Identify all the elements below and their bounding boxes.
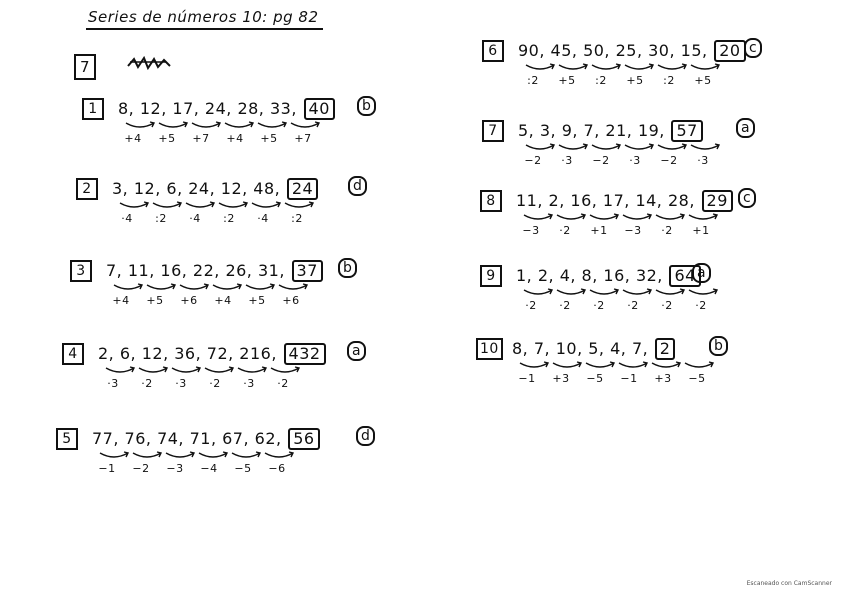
operation-label: ·4 <box>189 212 201 225</box>
step-arrow <box>557 214 585 219</box>
step-arrow <box>658 64 686 69</box>
operation-label: ·2 <box>141 377 153 390</box>
step-arrow <box>265 452 293 457</box>
step-arrows <box>124 120 344 130</box>
operation-label: :2 <box>155 212 167 225</box>
sequence-text: 11, 2, 16, 17, 14, 28, <box>516 191 701 210</box>
answer-letter: c <box>738 188 756 208</box>
step-arrow <box>133 452 161 457</box>
operation-label: +3 <box>654 372 672 385</box>
step-arrow <box>623 214 651 219</box>
operations-row <box>516 74 720 87</box>
step-arrow <box>656 214 684 219</box>
operation-label: −5 <box>234 462 252 475</box>
operations-row <box>116 132 320 145</box>
step-arrow <box>590 214 618 219</box>
answer-letter: d <box>348 176 367 196</box>
item-number-box: 2 <box>76 178 98 200</box>
answer-box: 29 <box>702 190 733 212</box>
step-arrows <box>518 360 738 370</box>
step-arrow <box>159 122 187 127</box>
step-arrow <box>656 289 684 294</box>
operation-label: −6 <box>268 462 286 475</box>
answer-box: 24 <box>287 178 318 200</box>
operation-label: −3 <box>522 224 540 237</box>
operation-label: ·2 <box>525 299 537 312</box>
operation-label: +5 <box>146 294 164 307</box>
answer-box: 20 <box>714 40 745 62</box>
step-arrow <box>658 144 686 149</box>
page-title: Series de números 10: pg 82 <box>86 8 323 30</box>
operation-label: :2 <box>223 212 235 225</box>
step-arrow <box>219 202 247 207</box>
step-arrow <box>625 64 653 69</box>
operation-label: +5 <box>158 132 176 145</box>
step-arrow <box>199 452 227 457</box>
sequence-text: 8, 12, 17, 24, 28, 33, <box>118 99 303 118</box>
operation-label: ·3 <box>243 377 255 390</box>
answer-box: 57 <box>671 120 702 142</box>
step-arrow <box>120 202 148 207</box>
operation-label: +4 <box>214 294 232 307</box>
section-number-box: 7 <box>74 54 96 80</box>
step-arrow <box>592 64 620 69</box>
operation-label: +6 <box>180 294 198 307</box>
operation-label: ·3 <box>561 154 573 167</box>
operation-label: −5 <box>586 372 604 385</box>
operation-label: ·4 <box>121 212 133 225</box>
operations-row <box>510 372 714 385</box>
step-arrow <box>691 144 719 149</box>
step-arrow <box>238 367 266 372</box>
operation-label: ·2 <box>593 299 605 312</box>
operations-row <box>90 462 294 475</box>
step-arrow <box>147 284 175 289</box>
operation-label: +1 <box>692 224 710 237</box>
operation-label: −3 <box>166 462 184 475</box>
step-arrows <box>524 142 744 152</box>
operation-label: :2 <box>527 74 539 87</box>
step-arrow <box>559 144 587 149</box>
answer-letter: d <box>356 426 375 446</box>
step-arrow <box>619 362 647 367</box>
step-arrow <box>689 289 717 294</box>
step-arrows <box>524 62 744 72</box>
step-arrow <box>172 367 200 372</box>
operation-label: −3 <box>624 224 642 237</box>
step-arrow <box>586 362 614 367</box>
operation-label: −1 <box>98 462 116 475</box>
operation-label: ·3 <box>629 154 641 167</box>
step-arrow <box>526 144 554 149</box>
item-number-box: 7 <box>482 120 504 142</box>
sequence-text: 2, 6, 12, 36, 72, 216, <box>98 344 283 363</box>
answer-box: 37 <box>292 260 323 282</box>
operation-label: ·2 <box>209 377 221 390</box>
operation-label: ·2 <box>559 224 571 237</box>
item-number-box: 5 <box>56 428 78 450</box>
step-arrow <box>590 289 618 294</box>
sequence-text: 77, 76, 74, 71, 67, 62, <box>92 429 288 448</box>
answer-letter: b <box>357 96 376 116</box>
step-arrow <box>186 202 214 207</box>
step-arrow <box>153 202 181 207</box>
operation-label: −2 <box>592 154 610 167</box>
step-arrow <box>126 122 154 127</box>
step-arrow <box>205 367 233 372</box>
step-arrow <box>232 452 260 457</box>
operation-label: −5 <box>688 372 706 385</box>
operations-row <box>110 212 314 225</box>
step-arrow <box>139 367 167 372</box>
step-arrow <box>279 284 307 289</box>
answer-box: 2 <box>655 338 676 360</box>
item-number-box: 4 <box>62 343 84 365</box>
step-arrow <box>258 122 286 127</box>
operation-label: :2 <box>663 74 675 87</box>
step-arrows <box>522 287 742 297</box>
operation-label: ·2 <box>627 299 639 312</box>
step-arrow <box>166 452 194 457</box>
step-arrow <box>625 144 653 149</box>
answer-box: 40 <box>304 98 335 120</box>
operation-label: :2 <box>291 212 303 225</box>
step-arrow <box>652 362 680 367</box>
item-number-box: 9 <box>480 265 502 287</box>
item-number-box: 6 <box>482 40 504 62</box>
step-arrow <box>691 64 719 69</box>
answer-letter: a <box>692 263 711 283</box>
item-number-box: 8 <box>480 190 502 212</box>
operation-label: +5 <box>248 294 266 307</box>
answer-letter: c <box>744 38 762 58</box>
operation-label: −2 <box>132 462 150 475</box>
step-arrow <box>524 289 552 294</box>
operation-label: ·2 <box>695 299 707 312</box>
operations-row <box>104 294 308 307</box>
step-arrow <box>623 289 651 294</box>
operation-label: +7 <box>294 132 312 145</box>
operation-label: +4 <box>112 294 130 307</box>
sequence-text: 7, 11, 16, 22, 26, 31, <box>106 261 291 280</box>
step-arrow <box>592 144 620 149</box>
operation-label: ·2 <box>559 299 571 312</box>
step-arrow <box>520 362 548 367</box>
step-arrow <box>213 284 241 289</box>
operation-label: ·3 <box>175 377 187 390</box>
operation-label: +3 <box>552 372 570 385</box>
operation-label: +5 <box>626 74 644 87</box>
operation-label: +5 <box>260 132 278 145</box>
step-arrow <box>252 202 280 207</box>
sequence-text: 90, 45, 50, 25, 30, 15, <box>518 41 714 60</box>
operation-label: +1 <box>590 224 608 237</box>
operation-label: +5 <box>694 74 712 87</box>
sequence-text: 3, 12, 6, 24, 12, 48, <box>112 179 286 198</box>
operation-label: −1 <box>518 372 536 385</box>
scanner-watermark: Escaneado con CamScanner <box>746 580 832 587</box>
step-arrow <box>114 284 142 289</box>
operation-label: ·2 <box>661 224 673 237</box>
step-arrow <box>553 362 581 367</box>
operation-label: ·4 <box>257 212 269 225</box>
answer-letter: b <box>338 258 357 278</box>
operation-label: :2 <box>595 74 607 87</box>
operation-label: ·3 <box>107 377 119 390</box>
step-arrow <box>291 122 319 127</box>
sequence-text: 8, 7, 10, 5, 4, 7, <box>512 339 654 358</box>
answer-letter: a <box>736 118 755 138</box>
operation-label: +6 <box>282 294 300 307</box>
item-number-box: 1 <box>82 98 104 120</box>
operations-row <box>96 377 300 390</box>
operations-row <box>514 224 718 237</box>
operation-label: +7 <box>192 132 210 145</box>
step-arrow <box>271 367 299 372</box>
step-arrow <box>559 64 587 69</box>
operation-label: ·2 <box>661 299 673 312</box>
item-number-box: 10 <box>476 338 503 360</box>
step-arrow <box>526 64 554 69</box>
answer-box: 56 <box>288 428 319 450</box>
operations-row <box>516 154 720 167</box>
operation-label: −2 <box>660 154 678 167</box>
answer-box: 64 <box>669 265 700 287</box>
step-arrow <box>180 284 208 289</box>
step-arrows <box>112 282 332 292</box>
step-arrow <box>225 122 253 127</box>
step-arrow <box>685 362 713 367</box>
sequence-text: 5, 3, 9, 7, 21, 19, <box>518 121 671 140</box>
step-arrow <box>524 214 552 219</box>
operation-label: ·2 <box>277 377 289 390</box>
operation-label: −4 <box>200 462 218 475</box>
step-arrow <box>106 367 134 372</box>
step-arrow <box>246 284 274 289</box>
operation-label: +4 <box>226 132 244 145</box>
answer-letter: a <box>347 341 366 361</box>
step-arrows <box>522 212 742 222</box>
answer-letter: b <box>709 336 728 356</box>
operation-label: −2 <box>524 154 542 167</box>
operation-label: ·3 <box>697 154 709 167</box>
sequence-text: 1, 2, 4, 8, 16, 32, <box>516 266 669 285</box>
answer-box: 432 <box>284 343 326 365</box>
step-arrows <box>118 200 338 210</box>
scribble-mark <box>126 56 172 70</box>
operation-label: +5 <box>558 74 576 87</box>
step-arrow <box>285 202 313 207</box>
step-arrow <box>100 452 128 457</box>
step-arrows <box>98 450 318 460</box>
step-arrow <box>557 289 585 294</box>
item-number-box: 3 <box>70 260 92 282</box>
operation-label: +4 <box>124 132 142 145</box>
operations-row <box>514 299 718 312</box>
step-arrows <box>104 365 324 375</box>
step-arrow <box>192 122 220 127</box>
operation-label: −1 <box>620 372 638 385</box>
step-arrow <box>689 214 717 219</box>
